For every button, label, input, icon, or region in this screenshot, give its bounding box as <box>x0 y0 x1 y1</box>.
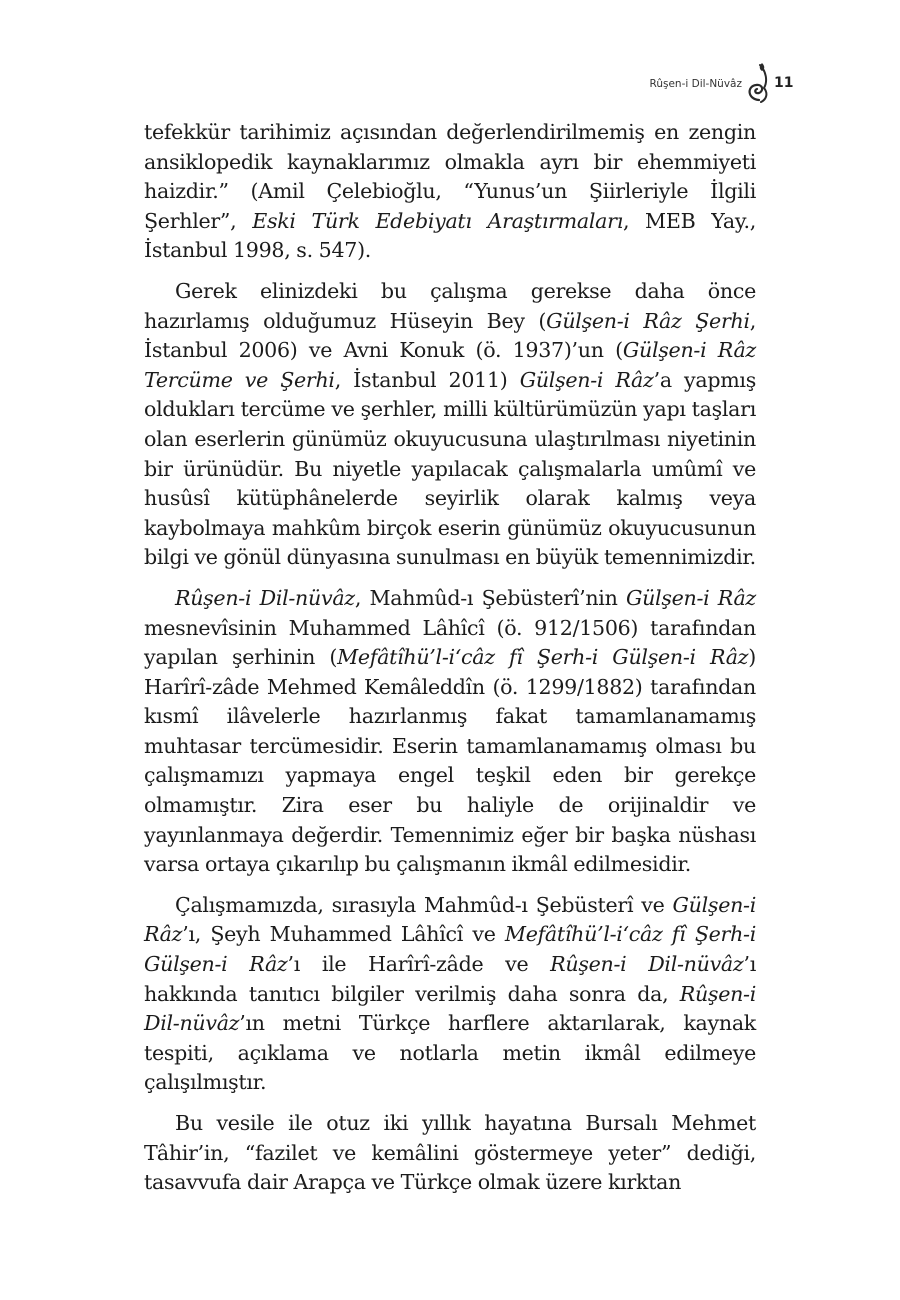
text-segment: Bu vesile ile otuz iki yıllık hayatına Bursalı Mehmet Tâhir’in, “fazilet ve kemâlini göstermeye yeter” dediği, tasavvufa dair Arapça ve Türkçe olmak üzere kırktan <box>144 1111 756 1195</box>
text-segment: , İstanbul 2006) ve Avni Konuk (ö. 1937)’un ( <box>144 308 756 363</box>
italic-title-text: Mefâtîhü’l-i‘câz fî Şerh-i Gülşen-i Râz <box>337 645 749 670</box>
text-segment: , Mahmûd-ı Şebüsterî’nin <box>354 585 626 610</box>
text-segment: ’ı hakkında tanıtıcı bilgiler verilmiş daha sonra da, <box>144 952 756 1006</box>
italic-title-text: Gülşen-i Râz <box>625 585 756 610</box>
italic-title-text: Eski Türk Edebiyatı Araştırmaları <box>252 208 623 233</box>
text-segment: Çalışmamızda, sırasıyla Mahmûd-ı Şebüsterî ve <box>175 892 673 917</box>
paragraph <box>144 277 756 573</box>
text-segment: ’ın metni Türkçe harflere aktarılarak, kaynak tespiti, açıklama ve notlarla metin ikmâl edilmeye çalışılmıştır. <box>144 1011 756 1095</box>
page-header <box>560 60 822 116</box>
italic-title-text: Gülşen-i Râz <box>519 367 654 392</box>
page-number: 11 <box>774 75 794 91</box>
italic-title-text: Gülşen-i Râz Şerhi <box>546 308 750 333</box>
italic-title-text: Rûşen-i Dil-nüvâz <box>175 585 355 610</box>
body-text <box>144 118 756 1198</box>
italic-title-text: Rûşen-i Dil-nüvâz <box>144 981 756 1036</box>
text-segment: tefekkür tarihimiz açısından değerlendirilmemiş en zengin ansiklopedik kaynaklarımız olmakla ayrı bir ehemmiyeti haizdir.” (Amil Çelebioğlu, “Yunus’un Şiirleriyle İlgili Şerhler”, <box>144 120 756 233</box>
text-segment: , İstanbul 2011) <box>334 367 520 392</box>
paragraph <box>144 891 756 1098</box>
italic-title-text: Gülşen-i Râz Tercüme ve Şerhi <box>144 338 756 392</box>
italic-title-text: Mefâtîhü’l-i‘câz fî Şerh-i Gülşen-i Râz <box>144 922 756 977</box>
text-segment: mesnevîsinin Muhammed Lâhîcî (ö. 912/1506) tarafından yapılan şerhinin ( <box>144 615 756 670</box>
text-segment: Gerek elinizdeki bu çalışma gerekse daha önce hazırlamış olduğumuz Hüseyin Bey ( <box>144 278 756 333</box>
text-segment: , MEB Yay., İstanbul 1998, s. 547). <box>144 208 756 263</box>
italic-title-text: Rûşen-i Dil-nüvâz <box>550 952 744 977</box>
text-segment: ’ı ile Harîrî-zâde ve <box>287 952 551 977</box>
paragraph <box>144 584 756 880</box>
decorative-swirl-icon <box>744 60 770 106</box>
text-segment: ’ı, Şeyh Muhammed Lâhîcî ve <box>182 922 505 947</box>
text-segment: ’a yapmış oldukları tercüme ve şerhler, milli kültürümüzün yapı taşları olan eserlerin günümüz okuyucusuna ulaştırılması niyetinin bir ürünüdür. Bu niyetle yapılacak çalışmalarla umûmî ve husûsî kütüphânelerde seyirlik olarak kalmış veya kaybolmaya mahkûm birçok eserin günümüz okuyucusunun bilgi ve gönül dünyasına sunulması en büyük temennimizdir. <box>144 367 756 570</box>
paragraph <box>144 1109 756 1198</box>
running-title: Rûşen-i Dil-Nüvâz <box>649 78 742 90</box>
text-segment: ) Harîrî-zâde Mehmed Kemâleddîn (ö. 1299/1882) tarafından kısmî ilâvelerle hazırlanmış fakat tamamlanamamış muhtasar tercümesidir. Eserin tamamlanamamış olması bu çalışmamızı yapmaya engel teşkil eden bir gerekçe olmamıştır. Zira eser bu haliyle de orijinaldir ve yayınlanmaya değerdir. Temennimiz eğer bir başka nüshası varsa ortaya çıkarılıp bu çalışmanın ikmâl edilmesidir. <box>144 645 756 877</box>
italic-title-text: Gülşen-i Râz <box>144 892 756 947</box>
paragraph <box>144 118 756 266</box>
